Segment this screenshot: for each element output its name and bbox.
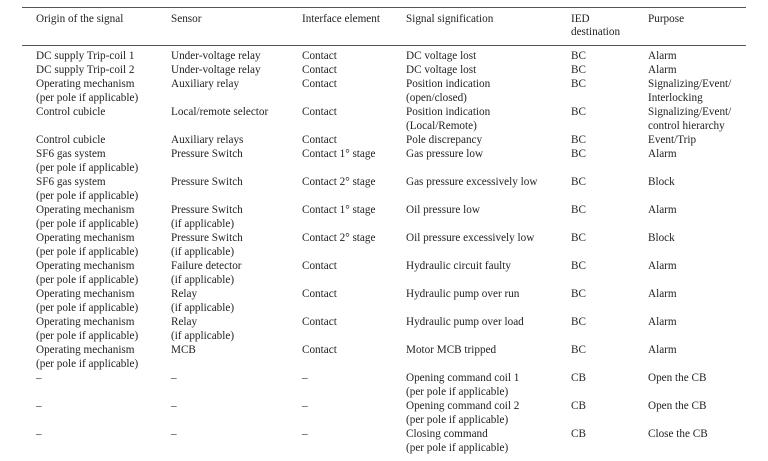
table-cell-sensor: Auxiliary relay <box>171 78 240 90</box>
table-cell-signification: Hydraulic pump over run <box>406 288 520 300</box>
table-cell-ied: BC <box>571 260 586 272</box>
table-cell-origin: (per pole if applicable) <box>36 274 139 286</box>
table-cell-interface: Contact <box>302 288 337 300</box>
table-cell-signification: (per pole if applicable) <box>406 414 509 426</box>
table-cell-sensor: Failure detector <box>171 260 242 272</box>
table-cell-sensor: MCB <box>171 344 196 356</box>
table-cell-signification: (per pole if applicable) <box>406 386 509 398</box>
table-cell-signification: Gas pressure low <box>406 148 484 160</box>
table-cell-origin: Operating mechanism <box>36 288 135 300</box>
table-cell-interface: Contact <box>302 78 337 90</box>
table-cell-interface: – <box>302 400 308 412</box>
table-cell-origin: Operating mechanism <box>36 260 135 272</box>
table-cell-origin: (per pole if applicable) <box>36 162 139 174</box>
table-cell-origin: (per pole if applicable) <box>36 358 139 370</box>
table-cell-sensor: Pressure Switch <box>171 176 243 188</box>
table-cell-signification: Motor MCB tripped <box>406 344 497 356</box>
table-cell-interface: – <box>302 372 308 384</box>
table-cell-interface: Contact 2° stage <box>302 232 376 244</box>
table-cell-sensor: (if applicable) <box>171 218 235 230</box>
table-cell-signification: (per pole if applicable) <box>406 442 509 454</box>
header-sensor: Sensor <box>171 13 202 25</box>
table-cell-ied: BC <box>571 134 586 146</box>
table-cell-signification: DC voltage lost <box>406 64 477 76</box>
table-cell-origin: Control cubicle <box>36 106 106 118</box>
table-cell-origin: (per pole if applicable) <box>36 190 139 202</box>
table-cell-origin: (per pole if applicable) <box>36 330 139 342</box>
table-cell-sensor: (if applicable) <box>171 330 235 342</box>
header-signification: Signal signification <box>406 13 494 25</box>
table-cell-sensor: – <box>171 400 177 412</box>
table-cell-sensor: Pressure Switch <box>171 148 243 160</box>
table-cell-sensor: (if applicable) <box>171 274 235 286</box>
table-cell-signification: Pole discrepancy <box>406 134 483 146</box>
table-cell-sensor: Local/remote selector <box>171 106 269 118</box>
table-cell-ied: CB <box>571 372 586 384</box>
table-cell-origin: SF6 gas system <box>36 176 106 188</box>
table-cell-signification: Oil pressure low <box>406 204 480 216</box>
table-cell-interface: Contact 1° stage <box>302 204 376 216</box>
table-cell-signification: Opening command coil 1 <box>406 372 520 384</box>
table-cell-ied: BC <box>571 232 586 244</box>
table-cell-signification: Position indication <box>406 106 491 118</box>
table-cell-purpose: Block <box>648 176 675 188</box>
table-cell-origin: SF6 gas system <box>36 148 106 160</box>
table-cell-purpose: Interlocking <box>648 92 703 104</box>
table-cell-purpose: Alarm <box>648 344 677 356</box>
table-cell-ied: BC <box>571 316 586 328</box>
table-cell-signification: Opening command coil 2 <box>406 400 520 412</box>
table-cell-purpose: Close the CB <box>648 428 708 440</box>
table-cell-origin: Operating mechanism <box>36 232 135 244</box>
table-cell-interface: Contact <box>302 344 337 356</box>
table-cell-origin: (per pole if applicable) <box>36 302 139 314</box>
table-cell-origin: – <box>36 372 42 384</box>
table-cell-interface: Contact <box>302 134 337 146</box>
table-cell-ied: BC <box>571 64 586 76</box>
table-cell-interface: Contact <box>302 260 337 272</box>
table-cell-origin: Operating mechanism <box>36 316 135 328</box>
table-cell-ied: BC <box>571 176 586 188</box>
table-cell-purpose: Alarm <box>648 204 677 216</box>
table-cell-sensor: Relay <box>171 288 198 300</box>
table-cell-signification: DC voltage lost <box>406 50 477 62</box>
table-cell-signification: Hydraulic circuit faulty <box>406 260 511 272</box>
table-cell-purpose: Alarm <box>648 64 677 76</box>
table-cell-signification: Oil pressure excessively low <box>406 232 535 244</box>
table-cell-purpose: Alarm <box>648 148 677 160</box>
table-cell-purpose: Event/Trip <box>648 134 697 146</box>
table-cell-sensor: (if applicable) <box>171 302 235 314</box>
table-cell-interface: Contact <box>302 50 337 62</box>
table-cell-sensor: Relay <box>171 316 198 328</box>
table-cell-sensor: Under-voltage relay <box>171 50 261 62</box>
table-cell-signification: Gas pressure excessively low <box>406 176 538 188</box>
table-cell-sensor: – <box>171 428 177 440</box>
header-ied-destination: IED destination <box>571 13 621 39</box>
table-cell-purpose: Signalizing/Event/ <box>648 106 732 118</box>
table-cell-purpose: Open the CB <box>648 400 707 412</box>
table-cell-ied: BC <box>571 106 586 118</box>
table-cell-ied: BC <box>571 50 586 62</box>
table-cell-ied: CB <box>571 400 586 412</box>
table-cell-purpose: Block <box>648 232 675 244</box>
table-cell-origin: Operating mechanism <box>36 78 135 90</box>
table-cell-ied: BC <box>571 78 586 90</box>
table-cell-purpose: Alarm <box>648 50 677 62</box>
header-origin: Origin of the signal <box>36 13 124 25</box>
table-cell-origin: – <box>36 428 42 440</box>
table-cell-purpose: Open the CB <box>648 372 707 384</box>
table-cell-sensor: Pressure Switch <box>171 204 243 216</box>
header-bottom-rule <box>22 45 746 46</box>
table-cell-interface: Contact <box>302 106 337 118</box>
table-cell-interface: Contact 2° stage <box>302 176 376 188</box>
table-cell-sensor: Under-voltage relay <box>171 64 261 76</box>
table-cell-signification: (Local/Remote) <box>406 120 477 132</box>
table-cell-origin: (per pole if applicable) <box>36 218 139 230</box>
table-cell-origin: Operating mechanism <box>36 204 135 216</box>
table-cell-purpose: Signalizing/Event/ <box>648 78 732 90</box>
table-cell-interface: – <box>302 428 308 440</box>
table-cell-sensor: – <box>171 372 177 384</box>
table-cell-signification: Hydraulic pump over load <box>406 316 524 328</box>
table-cell-origin: (per pole if applicable) <box>36 92 139 104</box>
table-cell-origin: Control cubicle <box>36 134 106 146</box>
table-cell-origin: – <box>36 400 42 412</box>
table-cell-interface: Contact <box>302 64 337 76</box>
table-cell-sensor: (if applicable) <box>171 246 235 258</box>
table-cell-sensor: Pressure Switch <box>171 232 243 244</box>
table-cell-ied: BC <box>571 148 586 160</box>
table-cell-signification: Closing command <box>406 428 488 440</box>
table-cell-interface: Contact 1° stage <box>302 148 376 160</box>
table-cell-interface: Contact <box>302 316 337 328</box>
table-cell-ied: BC <box>571 204 586 216</box>
table-cell-sensor: Auxiliary relays <box>171 134 244 146</box>
header-purpose: Purpose <box>648 13 685 25</box>
table-cell-origin: DC supply Trip-coil 1 <box>36 50 135 62</box>
header-top-rule <box>22 7 746 8</box>
header-interface: Interface element <box>302 13 380 25</box>
table-cell-purpose: Alarm <box>648 260 677 272</box>
table-cell-origin: Operating mechanism <box>36 344 135 356</box>
table-cell-purpose: control hierarchy <box>648 120 725 132</box>
table-cell-ied: BC <box>571 288 586 300</box>
table-cell-ied: BC <box>571 344 586 356</box>
table-cell-origin: (per pole if applicable) <box>36 246 139 258</box>
table-cell-origin: DC supply Trip-coil 2 <box>36 64 135 76</box>
table-cell-signification: Position indication <box>406 78 491 90</box>
table-cell-ied: CB <box>571 428 586 440</box>
table-cell-signification: (open/closed) <box>406 92 467 104</box>
table-cell-purpose: Alarm <box>648 288 677 300</box>
table-cell-purpose: Alarm <box>648 316 677 328</box>
